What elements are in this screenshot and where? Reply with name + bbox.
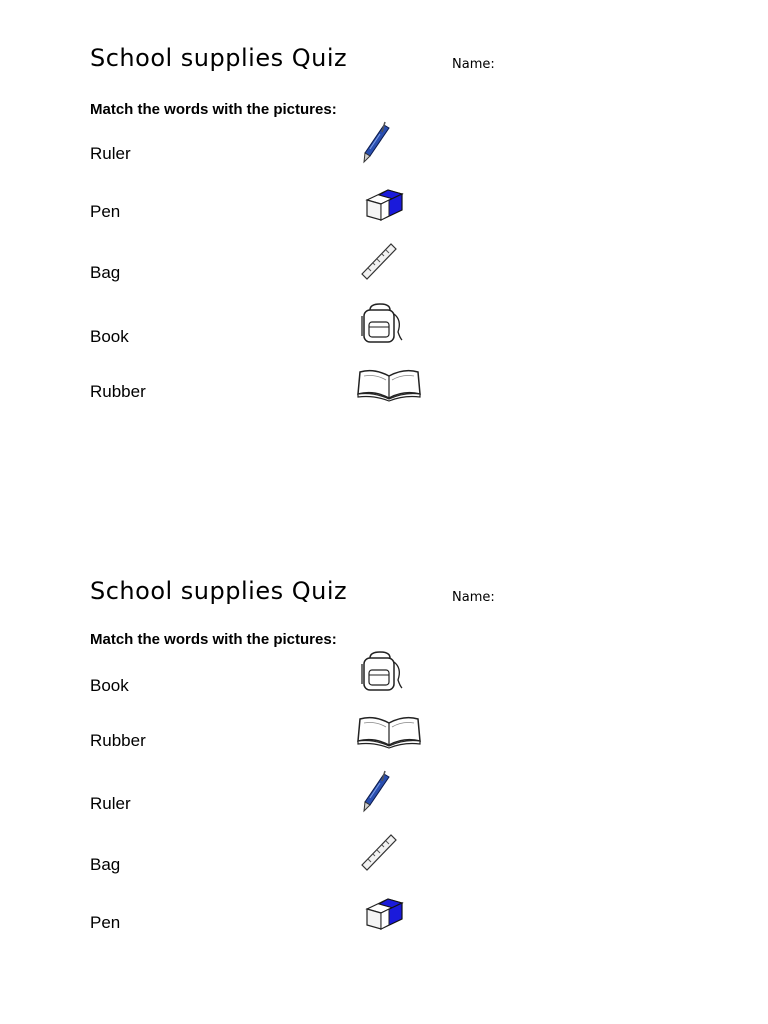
- ruler-icon: [358, 240, 400, 282]
- word-item: Pen: [90, 913, 121, 932]
- word-item: Bag: [90, 263, 121, 282]
- pen-icon: [358, 769, 394, 813]
- book-icon: [356, 713, 422, 749]
- word-item: Book: [90, 676, 129, 695]
- quiz-section-2: [0, 533, 768, 953]
- eraser-icon: [362, 891, 408, 933]
- name-label: Name:: [452, 57, 495, 72]
- backpack-icon: [358, 650, 406, 694]
- word-item: Ruler: [90, 144, 131, 163]
- quiz-title: School supplies Quiz: [90, 44, 348, 72]
- name-label: Name:: [452, 590, 495, 605]
- instruction-text: Match the words with the pictures:: [90, 101, 337, 118]
- word-item: Book: [90, 327, 129, 346]
- word-item: Rubber: [90, 382, 146, 401]
- word-item: Pen: [90, 202, 121, 221]
- book-icon: [356, 366, 422, 402]
- quiz-section-1: [0, 0, 768, 420]
- word-item: Bag: [90, 855, 121, 874]
- backpack-icon: [358, 302, 406, 346]
- ruler-icon: [358, 831, 400, 873]
- word-item: Rubber: [90, 731, 146, 750]
- pen-icon: [358, 120, 394, 164]
- word-item: Ruler: [90, 794, 131, 813]
- quiz-title: School supplies Quiz: [90, 577, 348, 605]
- instruction-text: Match the words with the pictures:: [90, 631, 337, 648]
- eraser-icon: [362, 182, 408, 224]
